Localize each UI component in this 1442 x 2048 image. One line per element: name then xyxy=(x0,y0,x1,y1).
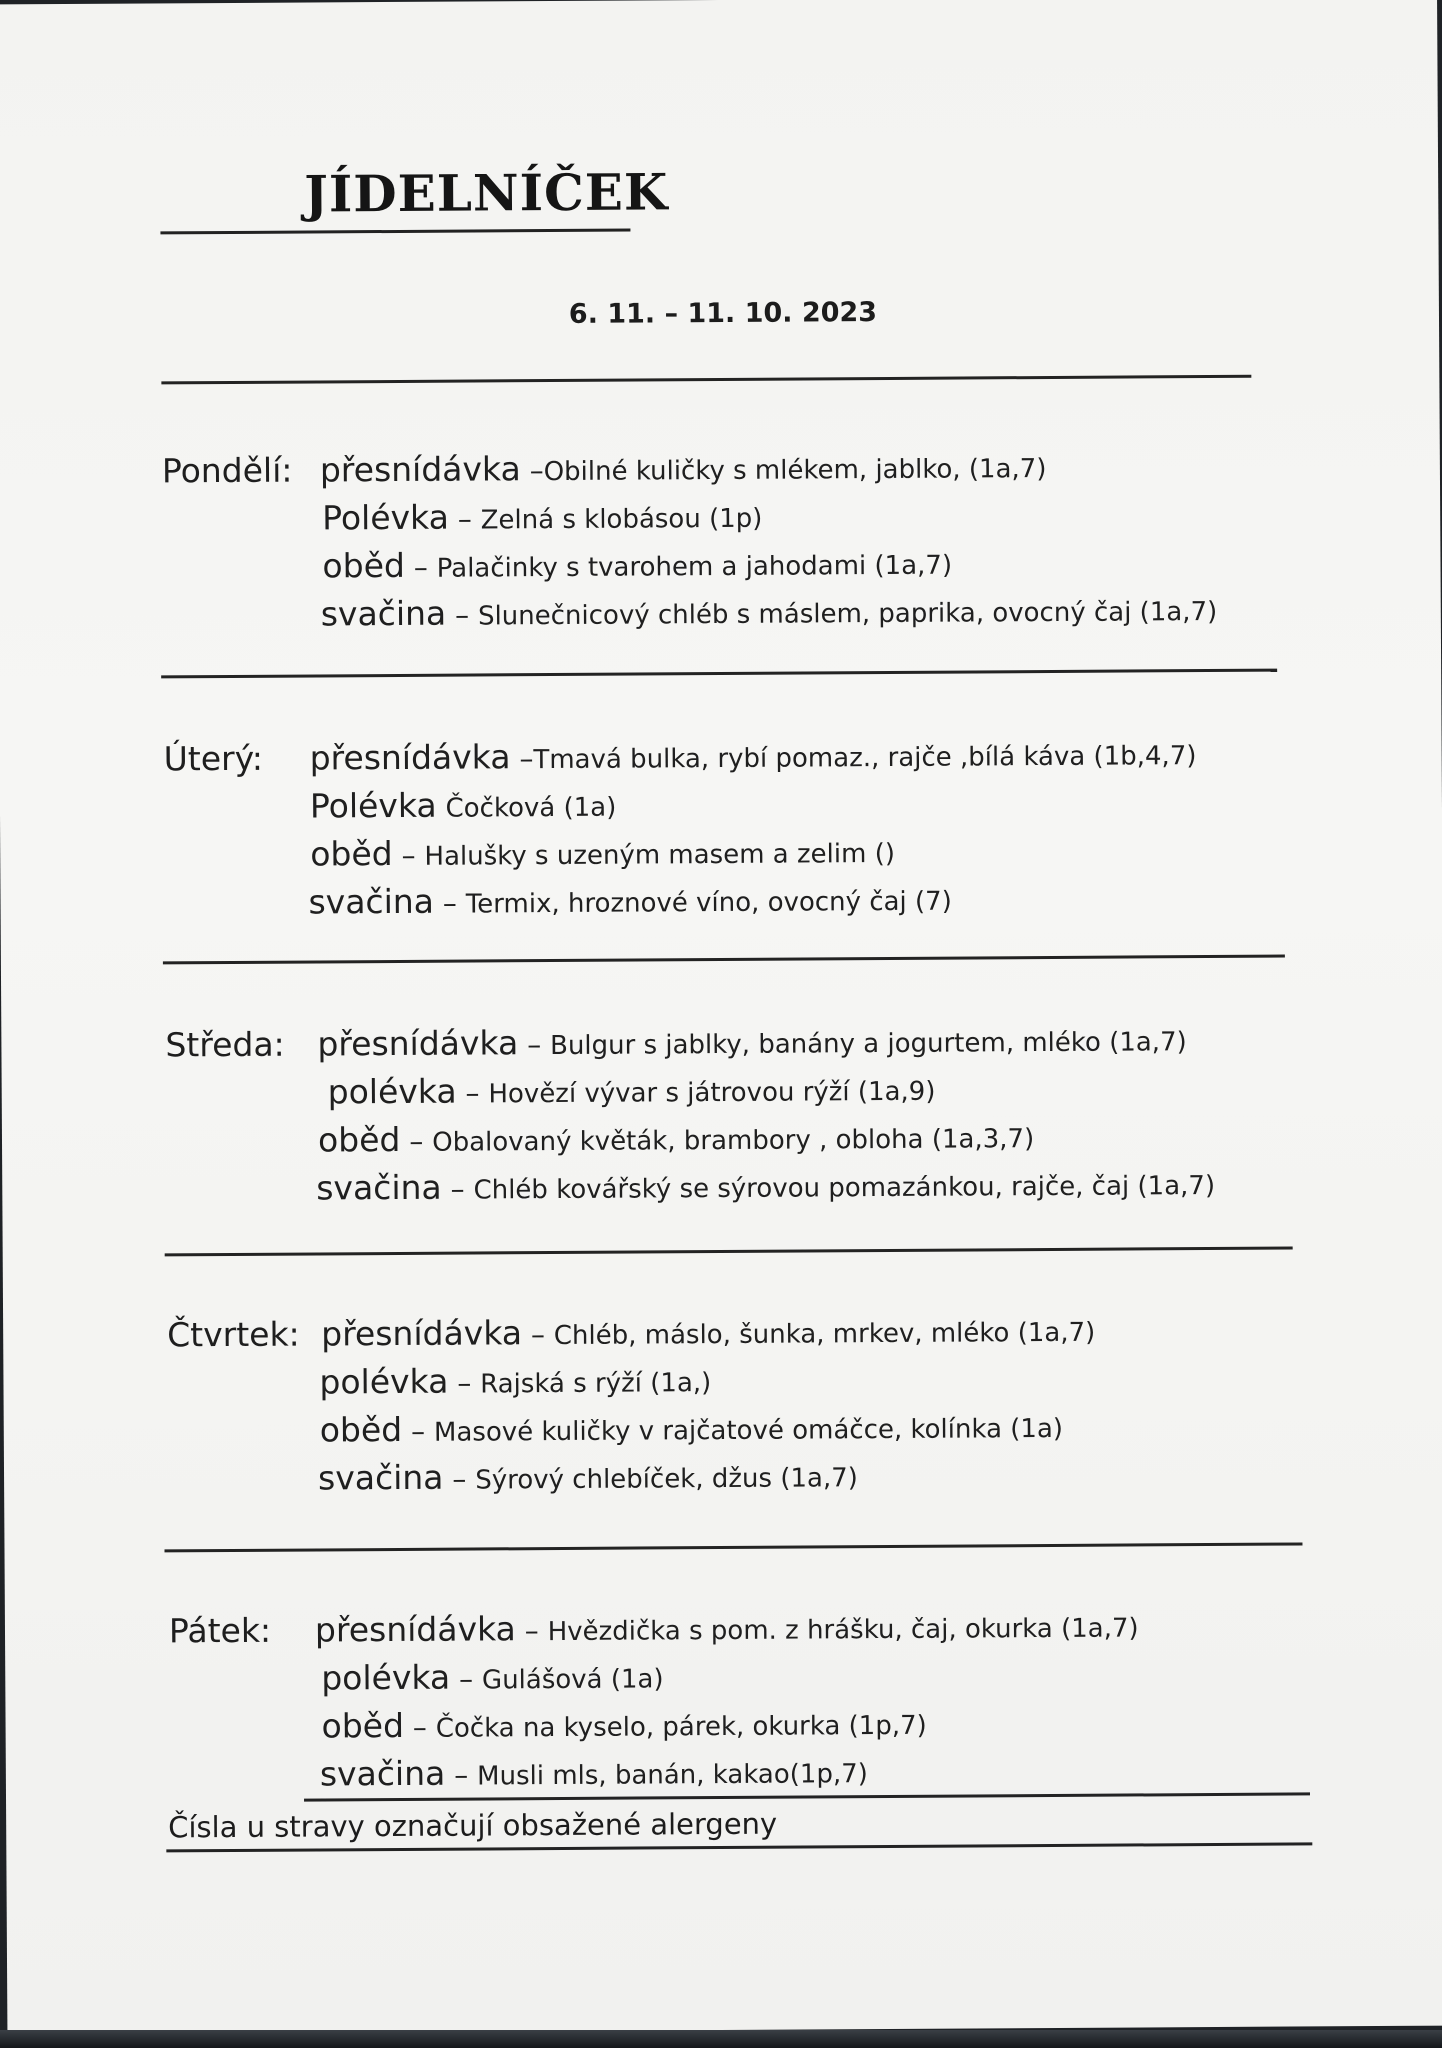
meal-label: přesnídávka xyxy=(319,449,521,490)
meal-label: oběd xyxy=(322,545,405,586)
meal-label: svačina xyxy=(317,1457,444,1498)
meal-text: Musli mls, banán, kakao(1p,7) xyxy=(477,1759,868,1792)
day-name: Čtvrtek: xyxy=(167,1314,300,1355)
meal-dash: – xyxy=(445,1758,478,1792)
meal-dash: – xyxy=(446,598,479,632)
meal-dash: – xyxy=(441,1172,474,1206)
meal-text: Zelná s klobásou (1p) xyxy=(480,503,763,536)
meal-dash: – xyxy=(521,1318,554,1352)
meal-text: Obilné kuličky s mlékem, jablko, (1a,7) xyxy=(543,454,1047,488)
divider xyxy=(304,1792,1310,1801)
day-friday xyxy=(5,1604,1442,1794)
allergen-footnote: Čísla u stravy označují obsažené alergeny xyxy=(168,1806,778,1845)
day-name: Úterý: xyxy=(163,738,264,779)
meal-text: Hovězí vývar s játrovou rýží (1a,9) xyxy=(488,1076,936,1110)
meal-text: Halušky s uzeným masem a zelim () xyxy=(424,838,896,872)
day-name: Středa: xyxy=(165,1024,285,1065)
meal-soup xyxy=(321,1656,664,1697)
meal-dash: – xyxy=(520,454,544,488)
meal-label: polévka xyxy=(319,1361,449,1402)
meal-snack-afternoon xyxy=(318,1455,858,1497)
date-range: 6. 11. – 11. 10. 2023 xyxy=(568,297,878,330)
meal-text: Obalovaný květák, brambory , obloha (1a,3,7) xyxy=(432,1124,1035,1158)
day-tuesday xyxy=(0,732,1442,922)
meal-label: svačina xyxy=(320,593,447,634)
meal-snack-morning xyxy=(320,446,1047,489)
meal-dash: – xyxy=(433,886,466,920)
meal-lunch xyxy=(321,1703,926,1746)
meal-text: Palačinky s tvarohem a jahodami (1a,7) xyxy=(436,550,953,584)
meal-text: Tmavá bulka, rybí pomaz., rajče ,bílá káva (1b,4,7) xyxy=(533,741,1197,776)
meal-soup xyxy=(322,496,762,538)
meal-lunch xyxy=(318,1116,1034,1159)
divider xyxy=(161,669,1277,679)
meal-soup xyxy=(310,785,617,826)
meal-dash: – xyxy=(403,1710,436,1744)
meal-text: Bulgur s jablky, banány a jogurtem, mléko (1a,7) xyxy=(549,1027,1187,1062)
meal-snack-afternoon xyxy=(321,589,1218,633)
day-monday xyxy=(0,444,1440,634)
title-underline xyxy=(160,229,630,235)
table-surface xyxy=(0,2030,1442,2048)
meal-label: svačina xyxy=(319,1753,446,1794)
meal-soup xyxy=(319,1360,711,1401)
meal-dash: – xyxy=(456,1076,489,1110)
meal-text: Termix, hroznové víno, ovocný čaj (7) xyxy=(465,886,952,920)
meal-snack-morning xyxy=(321,1310,1095,1354)
meal-snack-afternoon xyxy=(320,1751,868,1793)
meal-dash: – xyxy=(450,1662,483,1696)
meal-dash: – xyxy=(402,1414,435,1448)
day-name: Pondělí: xyxy=(161,450,293,491)
menu-title: JÍDELNÍČEK xyxy=(304,162,669,224)
meal-snack-afternoon xyxy=(308,879,951,922)
meal-label: oběd xyxy=(319,1409,403,1450)
meal-dash: – xyxy=(448,502,481,536)
meal-text: Sýrový chlebíček, džus (1a,7) xyxy=(475,1463,858,1496)
meal-dash: – xyxy=(510,742,534,776)
meal-label: Polévka xyxy=(309,785,437,826)
meal-dash: – xyxy=(443,1462,476,1496)
meal-snack-morning xyxy=(310,733,1197,777)
meal-text: Hvězdička s pom. z hrášku, čaj, okurka (1a,7) xyxy=(547,1613,1139,1648)
day-name: Pátek: xyxy=(168,1610,272,1651)
day-thursday xyxy=(3,1308,1442,1498)
meal-snack-morning xyxy=(317,1019,1187,1063)
divider xyxy=(166,1842,1312,1852)
meal-label: oběd xyxy=(321,1705,405,1746)
divider xyxy=(165,1247,1293,1257)
meal-label: přesnídávka xyxy=(317,1023,519,1064)
meal-lunch xyxy=(322,543,952,586)
meal-soup xyxy=(328,1069,936,1112)
meal-label: svačina xyxy=(308,881,435,922)
meal-label: svačina xyxy=(316,1167,442,1208)
day-wednesday xyxy=(1,1018,1442,1208)
meal-dash xyxy=(437,791,446,824)
meal-label: přesnídávka xyxy=(321,1313,523,1354)
meal-dash: – xyxy=(400,1124,433,1158)
divider xyxy=(161,375,1251,385)
meal-text: Rajská s rýží (1a,) xyxy=(480,1368,712,1400)
meal-lunch xyxy=(320,1406,1063,1450)
meal-text: Chléb, máslo, šunka, mrkev, mléko (1a,7) xyxy=(553,1317,1096,1352)
divider xyxy=(163,955,1285,965)
meal-lunch xyxy=(310,831,895,874)
meal-snack-afternoon xyxy=(316,1163,1215,1207)
meal-dash: – xyxy=(515,1614,548,1648)
meal-label: oběd xyxy=(317,1119,401,1160)
divider xyxy=(164,1542,1302,1552)
meal-text: Masové kuličky v rajčatové omáčce, kolínka (1a) xyxy=(433,1413,1064,1448)
meal-text: Slunečnicový chléb s máslem, paprika, ovocný čaj (1a,7) xyxy=(477,596,1218,632)
meal-text: Čočka na kyselo, párek, okurka (1p,7) xyxy=(435,1710,927,1744)
meal-dash: – xyxy=(392,838,425,873)
meal-label: polévka xyxy=(327,1071,457,1112)
meal-text: Chléb kovářský se sýrovou pomazánkou, rajče, čaj (1a,7) xyxy=(473,1170,1216,1206)
meal-text: Gulášová (1a) xyxy=(481,1664,664,1696)
meal-dash: – xyxy=(448,1366,481,1400)
meal-dash: – xyxy=(518,1028,551,1062)
meal-snack-morning xyxy=(315,1605,1139,1649)
meal-label: přesnídávka xyxy=(314,1609,516,1650)
meal-dash: – xyxy=(404,550,437,584)
meal-label: polévka xyxy=(321,1657,451,1698)
meal-label: přesnídávka xyxy=(309,737,511,778)
meal-text: Čočková (1a) xyxy=(445,792,617,824)
meal-label: Polévka xyxy=(322,497,449,538)
meal-label: oběd xyxy=(310,834,393,874)
